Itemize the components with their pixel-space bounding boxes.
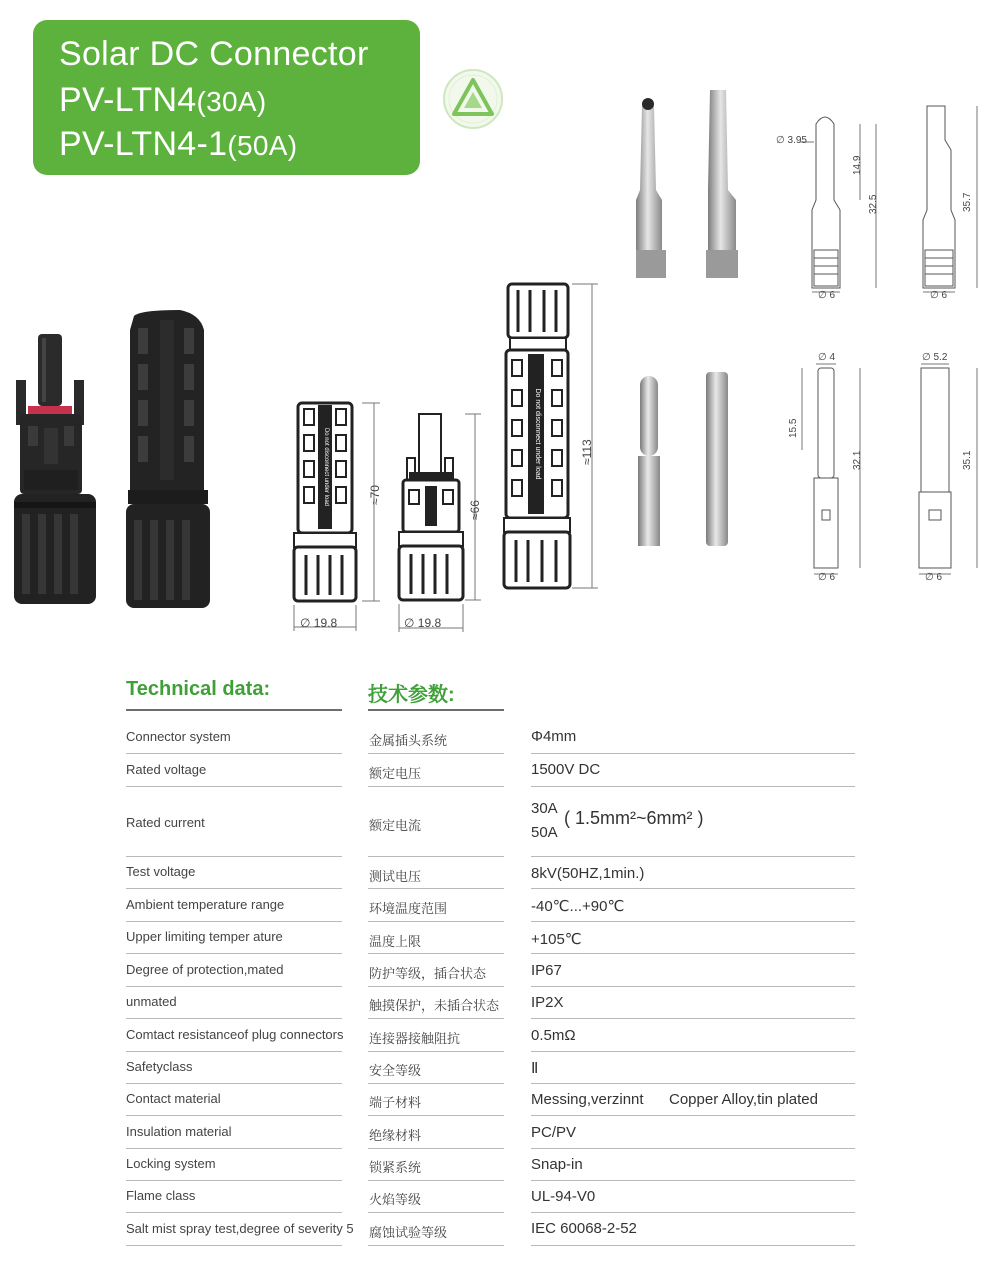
pin2-base-label: ∅ 6: [818, 572, 836, 583]
row-divider: [368, 856, 504, 857]
male-connector-photo: [8, 330, 108, 610]
model-line-2: [59, 124, 297, 166]
model-2-name: PV-LTN4-1: [59, 125, 228, 163]
pin2-a-label: 15.5: [788, 418, 799, 438]
row-divider: [368, 753, 504, 754]
heading-rule-en: [126, 709, 342, 711]
pin1-a-label: 14.9: [852, 155, 863, 175]
housing-warning-text: Do not disconnect under load: [323, 427, 329, 507]
row-label-cn: 安全等级: [369, 1063, 422, 1078]
machined-contacts-photo: [630, 370, 750, 550]
model-1-name: PV-LTN4: [59, 81, 197, 119]
row-divider: [368, 953, 504, 954]
row-label-en: Salt mist spray test,degree of severity 5: [126, 1221, 354, 1236]
row-label-en: Rated current: [126, 815, 205, 830]
row-divider: [531, 1148, 855, 1149]
row-divider: [531, 921, 855, 922]
model-1-rating: (30A): [196, 86, 267, 117]
row-divider: [368, 1115, 504, 1116]
product-title: Solar DC Connector: [59, 35, 369, 73]
row-label-cn: 防护等级，插合状态: [369, 966, 487, 981]
row-label-cn: 火焰等级: [369, 1192, 422, 1207]
row-value: IP67: [531, 962, 562, 979]
row-divider: [531, 1115, 855, 1116]
row-label-en: Locking system: [126, 1156, 216, 1171]
heading-rule-cn: [368, 709, 504, 711]
male-connector-drawing: [395, 410, 495, 635]
row-label-cn: 绝缘材料: [369, 1128, 422, 1143]
socket-50a-drawing: [905, 360, 995, 590]
row-label-en: Ambient temperature range: [126, 897, 285, 912]
pin2-b-label: 32.1: [852, 450, 863, 470]
socket1-base-label: ∅ 6: [930, 290, 948, 301]
female-length-label: ≈70: [368, 485, 382, 505]
row-divider: [126, 953, 342, 954]
row-divider: [531, 856, 855, 857]
title-banner: [33, 20, 420, 175]
row-value: -40℃...+90℃: [531, 898, 625, 915]
row-divider: [368, 986, 504, 987]
row-value: UL-94-V0: [531, 1188, 596, 1205]
row-divider: [126, 1083, 342, 1084]
row-value: Messing,verzinnt: [531, 1091, 644, 1108]
male-diameter-label: ∅ 19.8: [404, 616, 442, 630]
crimp-contacts-photo: [628, 90, 758, 290]
row-divider: [368, 786, 504, 787]
row-label-en: Test voltage: [126, 864, 196, 879]
row-label-en: Safetyclass: [126, 1059, 193, 1074]
row-divider: [531, 1180, 855, 1181]
row-divider: [368, 1018, 504, 1019]
socket-30a-drawing: [905, 100, 995, 300]
row-divider: [126, 856, 342, 857]
row-divider: [531, 1245, 855, 1246]
row-label-cn: 触摸保护，未插合状态: [369, 998, 500, 1013]
row-divider: [368, 1083, 504, 1084]
table-heading-en: Technical data:: [126, 678, 271, 700]
row-label-en: Insulation material: [126, 1124, 232, 1139]
row-divider: [531, 953, 855, 954]
row-label-en: Upper limiting temper ature: [126, 929, 283, 944]
row-divider: [368, 888, 504, 889]
row-divider: [531, 753, 855, 754]
model-line-1: [59, 80, 267, 122]
row-divider: [126, 1115, 342, 1116]
row-divider: [126, 1148, 342, 1149]
row-value: 1500V DC: [531, 761, 601, 778]
socket2-base-label: ∅ 6: [925, 572, 943, 583]
row-label-en: Flame class: [126, 1188, 196, 1203]
pin-50a-drawing: [780, 360, 890, 590]
row-value: +105℃: [531, 931, 582, 948]
row-label-en: Contact material: [126, 1091, 221, 1106]
row-label-cn: 测试电压: [369, 869, 422, 884]
socket2-length-label: 35.1: [962, 450, 973, 470]
pin1-base-label: ∅ 6: [818, 290, 836, 301]
row-label-cn: 额定电压: [369, 766, 422, 781]
row-divider: [368, 1051, 504, 1052]
row-divider: [126, 786, 342, 787]
row-label-cn: 锁紧系统: [369, 1160, 422, 1175]
socket2-tip-label: ∅ 5.2: [922, 352, 948, 363]
row-divider: [126, 921, 342, 922]
pin2-tip-label: ∅ 4: [818, 352, 836, 363]
row-label-cn: 金属插头系统: [369, 733, 448, 748]
row-divider: [368, 1212, 504, 1213]
certification-logo-icon: [442, 68, 504, 130]
row-value: 30A: [531, 800, 558, 817]
female-diameter-label: ∅ 19.8: [300, 616, 338, 630]
row-divider: [368, 1245, 504, 1246]
row-label-cn: 端子材料: [369, 1095, 422, 1110]
row-divider: [531, 786, 855, 787]
row-divider: [531, 1083, 855, 1084]
male-length-label: ≈66: [468, 500, 482, 520]
pin1-b-label: 32.5: [868, 194, 879, 214]
row-value-extra: Copper Alloy,tin plated: [669, 1091, 818, 1108]
row-label-cn: 温度上限: [369, 934, 422, 949]
row-value-secondary: 50A: [531, 824, 558, 841]
table-heading-cn: 技术参数:: [368, 684, 455, 706]
female-connector-drawing: [290, 395, 390, 635]
row-label-en: Connector system: [126, 729, 231, 744]
row-label-cn: 腐蚀试验等级: [369, 1225, 448, 1240]
female-connector-photo: [120, 310, 215, 610]
row-value: 0.5mΩ: [531, 1027, 576, 1044]
row-divider: [368, 921, 504, 922]
row-divider: [126, 1051, 342, 1052]
row-value: PC/PV: [531, 1124, 577, 1141]
mated-length-label: ≈113: [580, 439, 594, 465]
row-divider: [368, 1148, 504, 1149]
row-divider: [531, 1018, 855, 1019]
row-label-cn: 连接器接触阻抗: [369, 1031, 461, 1046]
row-label-en: Rated voltage: [126, 762, 207, 777]
row-label-en: Degree of protection,mated: [126, 962, 284, 977]
row-divider: [531, 1212, 855, 1213]
row-divider: [126, 1018, 342, 1019]
row-label-cn: 额定电流: [369, 818, 422, 833]
mated-housing-warning-text: Do not disconnect under load: [534, 388, 541, 480]
pin1-tip-label: ∅ 3.95: [776, 135, 807, 146]
row-divider: [126, 1212, 342, 1213]
row-divider: [126, 1245, 342, 1246]
row-value: Ⅱ: [531, 1060, 539, 1077]
row-divider: [126, 986, 342, 987]
model-2-rating: (50A): [227, 130, 298, 161]
row-divider: [126, 888, 342, 889]
socket1-length-label: 35.7: [962, 192, 973, 212]
row-value: Snap-in: [531, 1156, 583, 1173]
row-divider: [126, 753, 342, 754]
row-value: 8kV(50HZ,1min.): [531, 865, 645, 882]
row-divider: [368, 1180, 504, 1181]
row-value: IP2X: [531, 994, 564, 1011]
row-divider: [126, 1180, 342, 1181]
row-label-en: unmated: [126, 994, 177, 1009]
row-value: IEC 60068-2-52: [531, 1220, 637, 1237]
row-value-note: ( 1.5mm²~6mm² ): [564, 808, 704, 828]
row-value: Φ4mm: [531, 728, 577, 745]
row-label-en: Comtact resistanceof plug connectors: [126, 1027, 344, 1042]
row-divider: [531, 986, 855, 987]
row-divider: [531, 1051, 855, 1052]
row-divider: [531, 888, 855, 889]
row-label-cn: 环境温度范围: [369, 901, 448, 916]
